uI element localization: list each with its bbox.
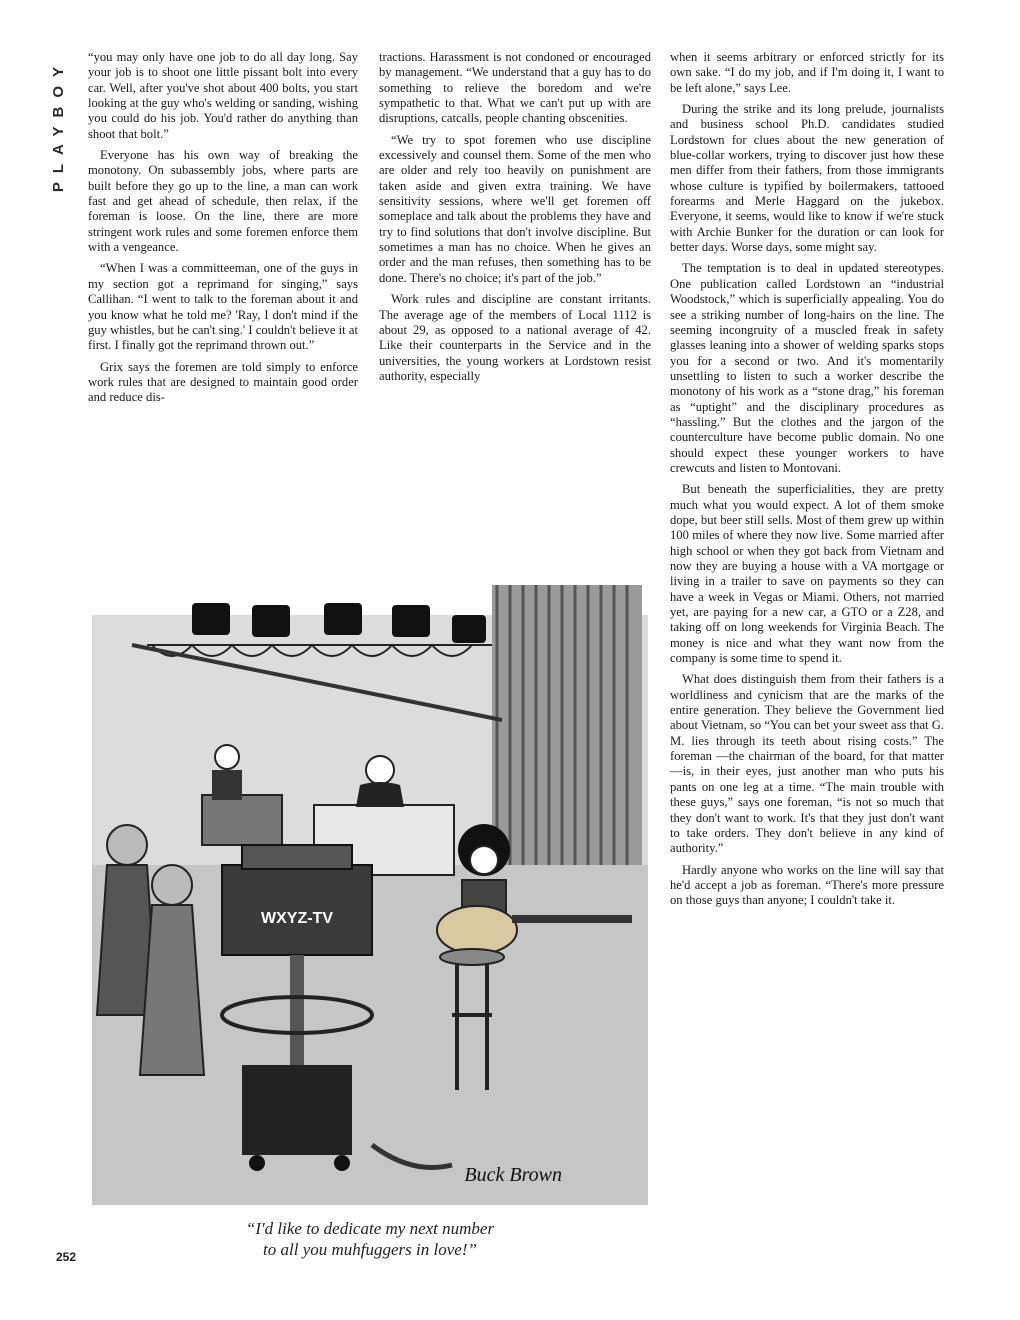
paragraph: During the strike and its long prelude, journalists and business school Ph.D. candidates studied Lordstown for clues about the new generation of blue-collar workers, trying to discover just how these men differ from their fathers, from those immigrants whose culture is typified by boilermakers, tattooed forearms and Merle Haggard on the jukebox. Everyone, it seems, would like to know if we're stuck with Archie Bunker for the duration or can look for better days. Worse days, some might say. (670, 102, 944, 255)
paragraph: “When I was a committeeman, one of the guys in my section got a reprimand for singing,” says Callihan. “I went to talk to the foreman about it and you know what he told me? 'Ray, I don't mind if the guy whistles, but he can't sing.' I couldn't believe it at first. I finally got the reprimand thrown out.” (88, 261, 358, 353)
cartoon-caption (150, 1218, 590, 1260)
paragraph: Grix says the foremen are told simply to enforce work rules that are designed to maintain good order and reduce dis- (88, 359, 358, 405)
paragraph: The temptation is to deal in updated stereotypes. One publication called Lordstown an “industrial Woodstock,” which is superficially appealing. You do see a striking number of long-hairs on the line. The seeming incongruity of a muscled freak in safety glasses leaning into a shower of welding sparks stops you for a second or two. And it's momentarily unsettling to listen to such a worker describe the monotony of his work as a “stone drag,” his foreman as “uptight” and the disciplinary procedures as “hassling.” But the clothes and the jargon of the counterculture have become public domain. No one should expect these younger workers to have crewcuts and listen to Montovani. (670, 261, 944, 475)
text-column-3 (670, 50, 944, 915)
paragraph: Hardly anyone who works on the line will say that he'd accept a job as foreman. “There's more pressure on those guys than anyone; I couldn't take it. (670, 862, 944, 908)
magazine-masthead: PLAYBOY (50, 58, 67, 193)
artist-signature: Buck Brown (464, 1164, 562, 1186)
paragraph: But beneath the superficialities, they are pretty much what you would expect. A lot of them smoke dope, but beer still sells. Most of them grew up within 100 miles of where they now live. Some married after high school or when they got back from Vietnam and now they are buying a house with a VA mortgage or living in a trailer to save on payments so they can have a week in Vegas or Miami. Others, not married yet, are paying for a new car, a GTO or a Z28, and taking off on long weekends for Virginia Beach. The money is nice and what they want now from the company is some time to spend it. (670, 482, 944, 666)
tv-studio-cartoon (92, 545, 648, 1205)
paragraph: when it seems arbitrary or enforced strictly for its own sake. “I do my job, and if I'm doing it, I want to be left alone,” says Lee. (670, 50, 944, 95)
text-column-1 (88, 50, 358, 412)
paragraph: Everyone has his own way of breaking the monotony. On subassembly jobs, where parts are built before they go up to the line, a man can work fast and get ahead of schedule, then relax, if the foreman is loose. On the line, there are more stringent work rules and some foremen enforce them with a vengeance. (88, 148, 358, 255)
caption-line: to all you muhfuggers in love!” (263, 1240, 477, 1259)
paragraph: Work rules and discipline are constant irritants. The average age of the members of Local 1112 is about 29, as opposed to a national average of 42. Like their counterparts in the Service and in the universities, the young workers at Lordstown resist authority, especially (379, 292, 651, 383)
page-number: 252 (56, 1250, 77, 1264)
paragraph: “We try to spot foremen who use discipline excessively and counsel them. Some of the men who are older and rely too heavily on punishment are taken aside and given extra training. We have sensitivity sessions, where we'll get foremen off someplace and talk about the problems they have and try to find solutions that don't involve discipline. But sometimes a man has no choice. When he gives an order and the man refuses, then something has to be done. There's no choice; it's part of the job.” (379, 132, 651, 285)
paragraph: What does distinguish them from their fathers is a worldliness and cynicism that are the marks of the entire generation. They believe the Government lied about Vietnam, so “You can bet your sweet ass that G. M. lies through its teeth about rising costs.” The foreman —the chairman of the board, for that matter—is, in their eyes, just another man who puts his pants on one leg at a time. “The main trouble with these guys,” says one foreman, “is not so much that they don't want to work. It's that they just don't want to take orders. They don't believe in any kind of authority.” (670, 672, 944, 856)
text-column-2 (379, 50, 651, 390)
paragraph: tractions. Harassment is not condoned or encouraged by management. “We understand that a guy has to do something to relieve the boredom and we're sympathetic to that. What we can't put up with are disruptions, catcalls, people chanting obscenities. (379, 50, 651, 126)
camera-label: WXYZ-TV (261, 910, 333, 927)
paragraph: “you may only have one job to do all day long. Say your job is to shoot one little pissant bolt into every car. Well, after you've shot about 400 bolts, you start looking at the guy who's welding or sanding, wishing you could do his job. You'd rather do anything than shoot that bolt.” (88, 50, 358, 141)
caption-line: “I'd like to dedicate my next number (245, 1219, 495, 1238)
